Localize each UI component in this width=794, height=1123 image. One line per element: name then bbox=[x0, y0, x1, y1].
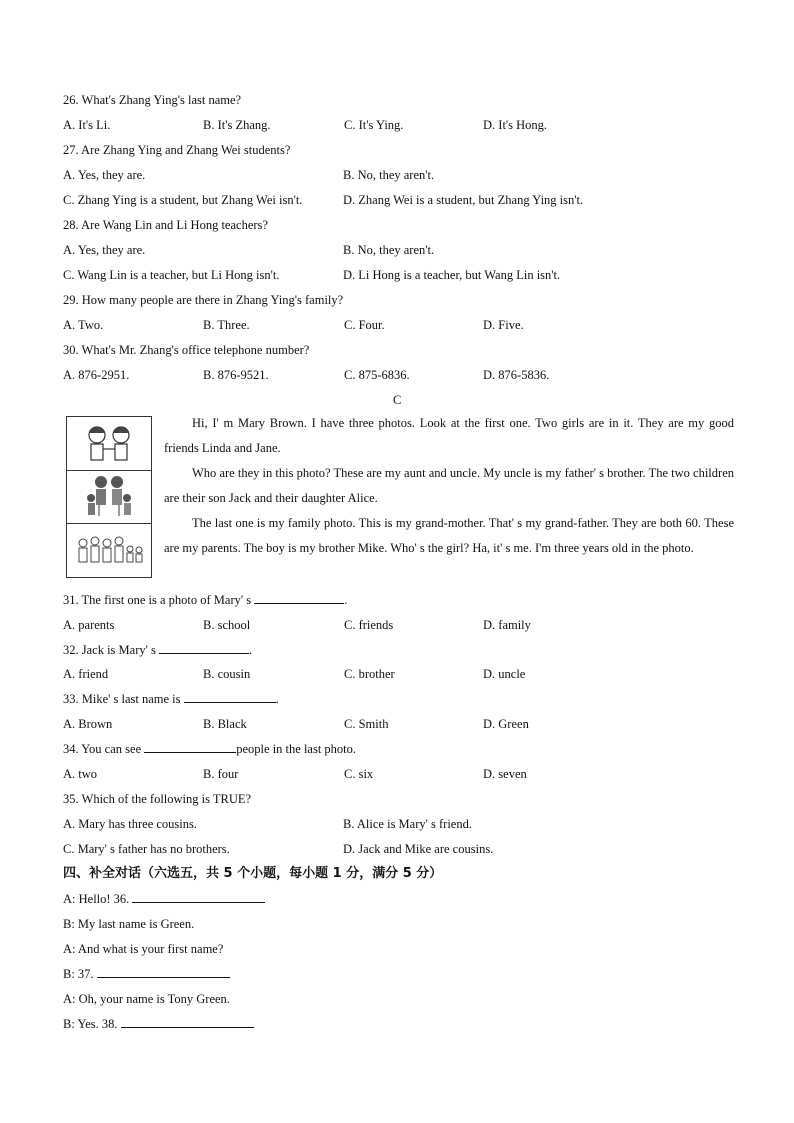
dialogue-text: B: 37. bbox=[63, 967, 97, 981]
question-33-tail: . bbox=[275, 692, 279, 706]
question-33-stem bbox=[63, 691, 279, 707]
family-image bbox=[67, 523, 151, 576]
photo-strip bbox=[66, 416, 152, 578]
dialogue-line-38 bbox=[63, 1016, 254, 1032]
dialogue-text: B: Yes. 38. bbox=[63, 1017, 121, 1031]
question-32-option-c: C. brother bbox=[344, 667, 395, 681]
question-31-tail: . bbox=[344, 593, 348, 607]
answer-blank[interactable] bbox=[121, 1016, 254, 1028]
question-28-option-a: A. Yes, they are. bbox=[63, 243, 146, 257]
question-31-option-a: A. parents bbox=[63, 618, 115, 632]
aunt-uncle-image bbox=[67, 470, 151, 523]
question-33-option-c: C. Smith bbox=[344, 717, 389, 731]
question-35-option-c: C. Mary' s father has no brothers. bbox=[63, 842, 230, 856]
question-29-option-b: B. Three. bbox=[203, 318, 250, 332]
question-30-option-b: B. 876-9521. bbox=[203, 368, 269, 382]
question-35-option-d: D. Jack and Mike are cousins. bbox=[343, 842, 494, 856]
question-26-option-a: A. It's Li. bbox=[63, 118, 111, 132]
question-26-option-b: B. It's Zhang. bbox=[203, 118, 271, 132]
question-32-tail: . bbox=[249, 643, 253, 657]
two-girls-image bbox=[67, 417, 151, 470]
question-31-option-d: D. family bbox=[483, 618, 531, 632]
question-29-option-c: C. Four. bbox=[344, 318, 385, 332]
question-34-tail: people in the last photo. bbox=[236, 742, 357, 756]
question-30-stem: 30. What's Mr. Zhang's office telephone number? bbox=[63, 343, 310, 357]
question-35-option-a: A. Mary has three cousins. bbox=[63, 817, 197, 831]
question-27-stem: 27. Are Zhang Ying and Zhang Wei students? bbox=[63, 143, 291, 157]
question-29-stem: 29. How many people are there in Zhang Ying's family? bbox=[63, 293, 344, 307]
passage-paragraph-3: The last one is my family photo. This is my grand-mother. That' s my grand-father. They are both 60. These are my parents. The boy is my brother Mike. Who' s the girl? Ha, it' s me. I'm three years old in the photo. bbox=[164, 516, 734, 555]
question-32-option-a: A. friend bbox=[63, 667, 109, 681]
question-31-text: 31. The first one is a photo of Mary' s bbox=[63, 593, 255, 607]
question-32-text: 32. Jack is Mary' s bbox=[63, 643, 159, 657]
question-33-text: 33. Mike' s last name is bbox=[63, 692, 184, 706]
answer-blank[interactable] bbox=[254, 592, 344, 604]
passage-paragraph-2: Who are they in this photo? These are my aunt and uncle. My uncle is my father' s brother. The two children are their son Jack and their daughter Alice. bbox=[164, 466, 734, 505]
question-33-option-a: A. Brown bbox=[63, 717, 113, 731]
question-34-option-c: C. six bbox=[344, 767, 374, 781]
dialogue-text: A: Hello! 36. bbox=[63, 892, 133, 906]
question-28-option-d: D. Li Hong is a teacher, but Wang Lin isn't. bbox=[343, 268, 561, 282]
dialogue-line: A: And what is your first name? bbox=[63, 942, 224, 956]
answer-blank[interactable] bbox=[184, 691, 276, 703]
question-26-option-c: C. It's Ying. bbox=[344, 118, 404, 132]
question-30-option-a: A. 876-2951. bbox=[63, 368, 130, 382]
question-32-stem bbox=[63, 642, 252, 658]
dialogue-line-36 bbox=[63, 891, 265, 907]
question-34-option-b: B. four bbox=[203, 767, 239, 781]
question-29-option-a: A. Two. bbox=[63, 318, 104, 332]
question-29-option-d: D. Five. bbox=[483, 318, 524, 332]
photo-family bbox=[67, 523, 151, 576]
question-28-stem: 28. Are Wang Lin and Li Hong teachers? bbox=[63, 218, 268, 232]
passage-text bbox=[164, 411, 734, 561]
passage-paragraph-1: Hi, I' m Mary Brown. I have three photos. Look at the first one. Two girls are in it. They are my good friends Linda and Jane. bbox=[164, 416, 734, 455]
question-30-option-d: D. 876-5836. bbox=[483, 368, 550, 382]
answer-blank[interactable] bbox=[132, 891, 265, 903]
answer-blank[interactable] bbox=[97, 966, 230, 978]
question-27-option-d: D. Zhang Wei is a student, but Zhang Ying isn't. bbox=[343, 193, 584, 207]
question-27-option-a: A. Yes, they are. bbox=[63, 168, 146, 182]
question-34-option-a: A. two bbox=[63, 767, 98, 781]
section-4-title: 四、补全对话（六选五，共 5 个小题，每小题 1 分，满分 5 分） bbox=[63, 866, 443, 881]
question-34-option-d: D. seven bbox=[483, 767, 527, 781]
question-31-stem bbox=[63, 592, 347, 608]
question-28-option-b: B. No, they aren't. bbox=[343, 243, 435, 257]
dialogue-line: A: Oh, your name is Tony Green. bbox=[63, 992, 230, 1006]
answer-blank[interactable] bbox=[144, 741, 236, 753]
question-34-stem bbox=[63, 741, 356, 757]
question-35-option-b: B. Alice is Mary' s friend. bbox=[343, 817, 472, 831]
dialogue-line-37 bbox=[63, 966, 230, 982]
question-32-option-b: B. cousin bbox=[203, 667, 251, 681]
photo-aunt-uncle bbox=[67, 470, 151, 524]
question-26-option-d: D. It's Hong. bbox=[483, 118, 548, 132]
dialogue-line: B: My last name is Green. bbox=[63, 917, 195, 931]
question-35-stem: 35. Which of the following is TRUE? bbox=[63, 792, 252, 806]
question-34-text: 34. You can see bbox=[63, 742, 145, 756]
question-31-option-b: B. school bbox=[203, 618, 251, 632]
question-33-option-d: D. Green bbox=[483, 717, 529, 731]
question-27-option-b: B. No, they aren't. bbox=[343, 168, 435, 182]
question-31-option-c: C. friends bbox=[344, 618, 394, 632]
question-26-stem: 26. What's Zhang Ying's last name? bbox=[63, 93, 242, 107]
answer-blank[interactable] bbox=[159, 642, 249, 654]
question-33-option-b: B. Black bbox=[203, 717, 247, 731]
question-30-option-c: C. 875-6836. bbox=[344, 368, 410, 382]
question-28-option-c: C. Wang Lin is a teacher, but Li Hong isn't. bbox=[63, 268, 280, 282]
photo-friends bbox=[67, 417, 151, 471]
question-27-option-c: C. Zhang Ying is a student, but Zhang Wei isn't. bbox=[63, 193, 303, 207]
question-32-option-d: D. uncle bbox=[483, 667, 526, 681]
passage-letter: C bbox=[393, 393, 402, 407]
